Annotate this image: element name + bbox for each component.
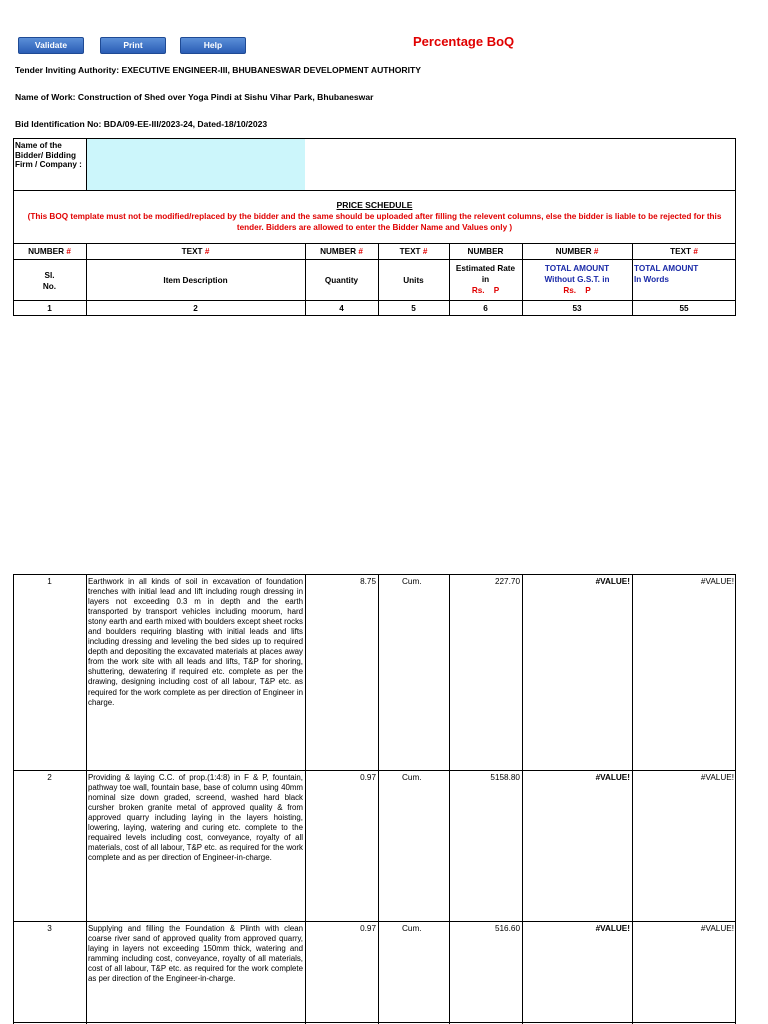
col-units: Units <box>403 276 424 285</box>
item-total[interactable]: #VALUE! <box>595 773 630 782</box>
col-number: 53 <box>572 304 582 313</box>
item-sl: 3 <box>47 924 52 933</box>
col-number: 1 <box>47 304 52 313</box>
col-type-sl: NUMBER # <box>28 247 71 256</box>
item-description: Providing & laying C.C. of prop.(1:4:8) in F & P, fountain, pathway toe wall, fountain base, base of column using 40mm nominal size down graded, screend, washed hard black cursher broken granite metal of approved quality & from approved quarry including laying in the layers hoisting, lowering, laying, watering and curing etc. complete to the requaired levels including cost, conveyance, royalty of all materials, cost of all labour, T&P etc. as required for the work complete and as per direction of Engineer-in-charge. <box>88 773 303 863</box>
item-sl: 1 <box>47 577 52 586</box>
item-quantity: 0.97 <box>360 924 376 933</box>
col-type-units: TEXT # <box>399 247 428 256</box>
col-type-words: TEXT # <box>670 247 698 256</box>
validate-button[interactable]: Validate <box>18 37 84 54</box>
col-number: 55 <box>679 304 689 313</box>
col-item-description: Item Description <box>163 276 228 285</box>
col-type-desc: TEXT # <box>181 247 210 256</box>
item-total[interactable]: #VALUE! <box>595 924 630 933</box>
page-title: Percentage BoQ <box>413 34 515 49</box>
item-quantity: 0.97 <box>360 773 376 782</box>
bidder-label: Name of the Bidder/ Bidding Firm / Company : <box>15 141 82 170</box>
col-total-in-words: TOTAL AMOUNT In Words <box>634 264 699 284</box>
item-words[interactable]: #VALUE! <box>700 924 734 933</box>
item-description: Earthwork in all kinds of soil in excavation of foundation trenches with initial lead and lift including rough dressing in layers not exceeding 0.3 m in depth and the earth transported by transport vehicles including moorum, hard stony earth and earth mixed with boulders except sheet rocks and boulders requiring blasting with initial leads and lifts including dressing and leveling the bed sides up to required depth and depositing the excavated materials at places away from the work site with all leads and lifts, T&P for shoring, shuttering, dewatering if required etc. complete as per the drawing, designing including cost of all labour, T&P etc. as required for the work complete as per direction of Engineer in charge. <box>88 577 303 707</box>
col-estimated-rate: Estimated Rate in Rs. P <box>455 264 516 295</box>
col-number: 6 <box>483 304 488 313</box>
schedule-note: (This BOQ template must not be modified/replaced by the bidder and the same should be uploaded after filling the relevent columns, else the bidder is liable to be rejected for this tender. Bidders are allowed to enter the Bidder Name and Values only ) <box>27 212 722 232</box>
item-quantity: 8.75 <box>360 577 376 586</box>
col-number: 4 <box>339 304 344 313</box>
item-rate: 516.60 <box>494 924 520 933</box>
name-of-work: Name of Work: Construction of Shed over Yoga Pindi at Sishu Vihar Park, Bhubaneswar <box>15 92 374 102</box>
item-units: Cum. <box>402 577 422 586</box>
bidder-name-input[interactable] <box>87 139 305 190</box>
col-sl-no: Sl. No. <box>42 271 57 291</box>
item-sl: 2 <box>47 773 52 782</box>
item-rate: 5158.80 <box>490 773 520 782</box>
col-number: 2 <box>193 304 198 313</box>
help-button[interactable]: Help <box>180 37 246 54</box>
print-button[interactable]: Print <box>100 37 166 54</box>
item-words[interactable]: #VALUE! <box>700 773 734 782</box>
item-description: Supplying and filling the Foundation & Plinth with clean coarse river sand of approved quality from approved quarry, laying in layers not exceeding 150mm thick, watering and ramming including cost, conveyance, royalty of all materials, cost of all labour, T&P etc. as required for the work complete as per direction of the Engineer-in-charge. <box>88 924 303 984</box>
price-schedule-title: PRICE SCHEDULE <box>336 200 413 210</box>
item-units: Cum. <box>402 773 422 782</box>
item-total[interactable]: #VALUE! <box>595 577 630 586</box>
tender-authority: Tender Inviting Authority: EXECUTIVE ENGINEER-III, BHUBANESWAR DEVELOPMENT AUTHORITY <box>15 65 421 75</box>
col-quantity: Quantity <box>324 276 359 285</box>
item-words[interactable]: #VALUE! <box>700 577 734 586</box>
item-units: Cum. <box>402 924 422 933</box>
col-number: 5 <box>411 304 416 313</box>
bid-identification: Bid Identification No: BDA/09-EE-III/2023-24, Dated-18/10/2023 <box>15 119 268 129</box>
col-type-rate: NUMBER <box>467 247 504 256</box>
col-type-total: NUMBER # <box>555 247 599 256</box>
col-type-qty: NUMBER # <box>320 247 363 256</box>
col-total-amount: TOTAL AMOUNT Without G.S.T. in Rs. P <box>544 264 610 295</box>
item-rate: 227.70 <box>494 577 520 586</box>
